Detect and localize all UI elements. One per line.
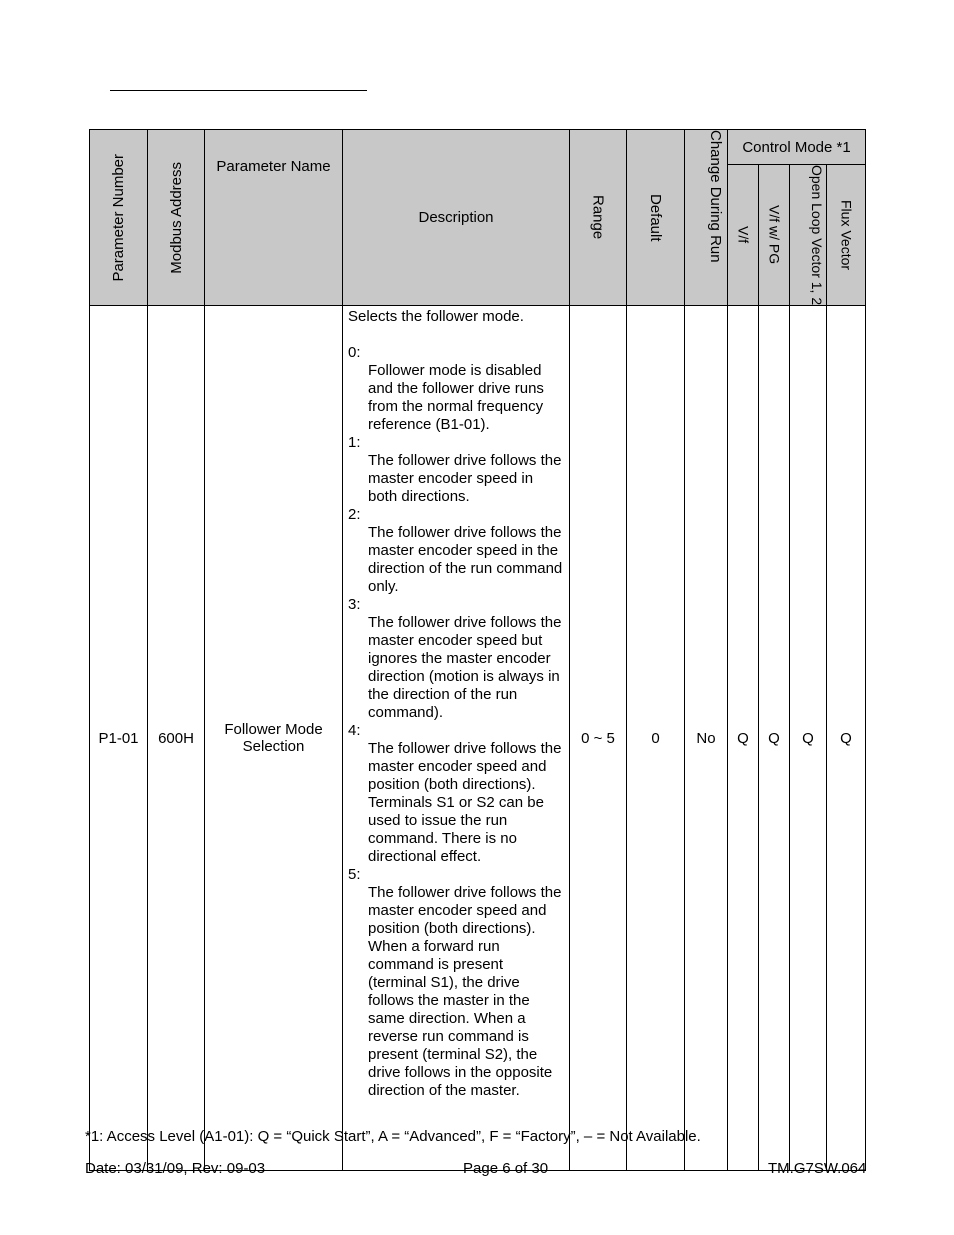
- cell-mode-vf: Q: [728, 306, 759, 1171]
- cell-param-number: P1-01: [90, 306, 148, 1171]
- cell-mode-flux-vector: Q: [827, 306, 866, 1171]
- header-modbus-address: Modbus Address: [148, 130, 205, 306]
- option-list: [348, 344, 565, 1100]
- description-intro: Selects the follower mode.: [348, 308, 524, 326]
- header-parameter-number: Parameter Number: [90, 130, 148, 306]
- parameter-table: [89, 129, 866, 1171]
- option-text: The follower drive follows the master encoder speed and position (both directions). When a forward run command is present (terminal S1), the drive follows the master in the same direction. When a reverse run command is present (terminal S2), the drive follows in the opposite direction of the master.: [368, 884, 562, 1100]
- header-mode-vf-pg: V/f w/ PG: [759, 165, 790, 306]
- header-change-during-run: Change During Run: [685, 130, 728, 306]
- cell-description: [343, 306, 570, 1171]
- option-text: The follower drive follows the master encoder speed in the direction of the run command only.: [368, 524, 563, 596]
- cell-mode-open-loop-vector: Q: [790, 306, 827, 1171]
- top-rule: [110, 90, 367, 91]
- option-code: 5:: [348, 866, 361, 884]
- access-level-footnote: *1: Access Level (A1-01): Q = “Quick Start”, A = “Advanced”, F = “Factory”, – = Not Available.: [85, 1128, 701, 1145]
- cell-range: 0 ~ 5: [570, 306, 627, 1171]
- option-code: 3:: [348, 596, 361, 614]
- option-text: Follower mode is disabled and the follower drive runs from the normal frequency reference (B1-01).: [368, 362, 544, 434]
- footer-doc-id: TM.G7SW.064: [768, 1160, 867, 1177]
- header-mode-open-loop-vector: Open Loop Vector 1, 2: [790, 165, 827, 306]
- header-mode-flux-vector: Flux Vector: [827, 165, 866, 306]
- header-range: Range: [570, 130, 627, 306]
- header-default: Default: [627, 130, 685, 306]
- option-text: The follower drive follows the master encoder speed in both directions.: [368, 452, 562, 506]
- header-mode-vf: V/f: [728, 165, 759, 306]
- option-text: The follower drive follows the master encoder speed but ignores the master encoder direction (motion is always in the direction of the run command).: [368, 614, 562, 722]
- header-control-mode: Control Mode *1: [728, 130, 866, 165]
- footer-page-number: Page 6 of 30: [463, 1160, 549, 1177]
- table-row: [90, 306, 866, 1171]
- footer-date: Date: 03/31/09, Rev: 09-03: [85, 1160, 266, 1177]
- cell-parameter-name: Follower Mode Selection: [205, 306, 343, 1171]
- header-parameter-name: Parameter Name: [205, 130, 343, 306]
- option-code: 1:: [348, 434, 361, 452]
- option-code: 0:: [348, 344, 361, 362]
- header-description: Description: [343, 130, 570, 306]
- cell-change-during-run: No: [685, 306, 728, 1171]
- cell-mode-vf-pg: Q: [759, 306, 790, 1171]
- cell-default: 0: [627, 306, 685, 1171]
- option-text: The follower drive follows the master encoder speed and position (both directions). Terminals S1 or S2 can be used to issue the run command. There is no directional effect.: [368, 740, 562, 866]
- option-code: 4:: [348, 722, 361, 740]
- option-code: 2:: [348, 506, 361, 524]
- cell-modbus-address: 600H: [148, 306, 205, 1171]
